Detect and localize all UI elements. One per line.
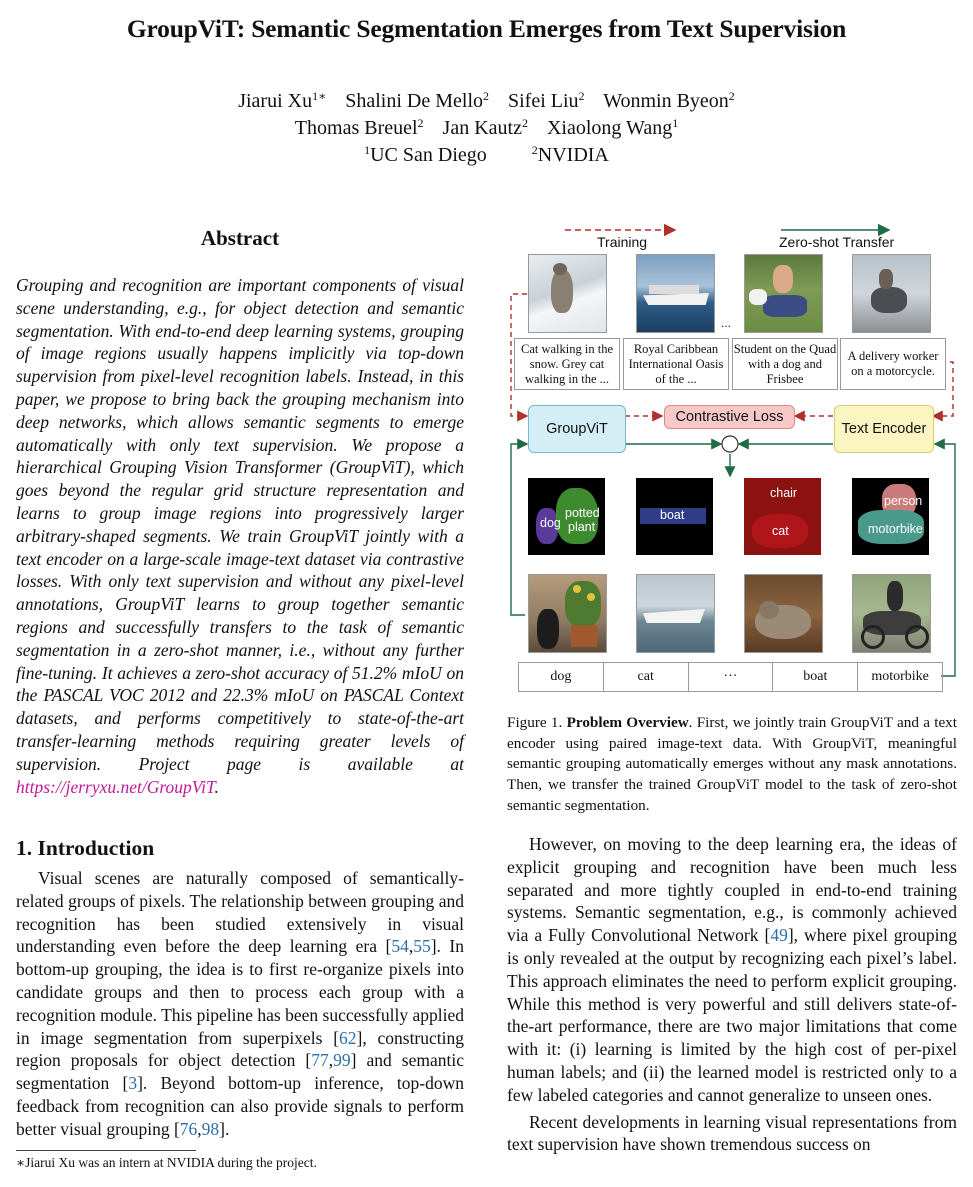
author: Thomas Breuel <box>294 117 418 139</box>
author-block <box>0 88 973 169</box>
text-run: , <box>408 936 414 957</box>
text-encoder-block: Text Encoder <box>834 405 934 453</box>
input-image-line <box>511 444 527 615</box>
caption-box: Royal Caribbean International Oasis of the ... <box>623 338 729 390</box>
training-image-student-dog <box>744 254 823 333</box>
groupvit-block: GroupViT <box>528 405 626 453</box>
author: Jan Kautz <box>442 117 522 139</box>
right-column-body <box>507 833 957 1156</box>
author: Wonmin Byeon <box>603 90 729 112</box>
citation-link[interactable]: 98 <box>201 1118 220 1139</box>
seg-label: person <box>884 494 923 508</box>
segmentation-dog-plant <box>528 478 605 555</box>
footnote: ∗Jiarui Xu was an intern at NVIDIA during the project. <box>16 1155 317 1170</box>
citation-link[interactable]: 55 <box>413 936 431 957</box>
citation-link[interactable]: 77 <box>311 1050 329 1071</box>
seg-label: cat <box>772 524 789 538</box>
author: Shalini De Mello <box>345 90 483 112</box>
input-image-motorbike <box>852 574 931 653</box>
author: Xiaolong Wang <box>546 117 673 139</box>
figure-caption <box>507 713 957 817</box>
citation-link[interactable]: 62 <box>339 1027 357 1048</box>
project-link[interactable]: https://jerryxu.net/GroupViT <box>16 776 215 797</box>
seg-label: boat <box>660 508 685 522</box>
text-run: Visual scenes are naturally composed of semantically-related groups of pixels. The relationship between grouping and recognition has been studied extensively in visual understanding even before the deep learning era [ <box>16 868 464 957</box>
class-label: dog <box>519 663 604 691</box>
input-image-dog-plant <box>528 574 607 653</box>
affil-mark: 2 <box>578 89 585 103</box>
segmentation-chair-cat <box>744 478 821 555</box>
training-label: Training <box>597 234 648 250</box>
ellipsis: ... <box>721 316 732 330</box>
dot-product-circle <box>722 436 738 452</box>
segmentation-boat <box>636 478 713 555</box>
abstract-text: Grouping and recognition are important components of visual scene understanding, e.g., for object detection and semantic segmentation. With end-to-end deep learning systems, grouping of image regions usually happens implicitly via top-down supervision from pixel-level recognition labels. Instead, in this paper, we propose to bring back the grouping mechanism into deep networks, which allows semantic segments to emerge automatically with only text supervision. We propose a hierarchical Grouping Vision Transformer (GroupViT), which goes beyond the regular grid structure representation and learns to group image regions into progressively larger arbitrary-shaped segments. We train GroupViT jointly with a text encoder on a large-scale image-text dataset via contrastive losses. With only text supervision and without any pixel-level annotations, GroupViT learns to group together semantic regions and successfully transfers to the task of semantic segmentation in a zero-shot manner, i.e., without any further fine-tuning. It achieves a zero-shot accuracy of 51.2% mIoU on the PASCAL VOC 2012 and 22.3% mIoU on PASCAL Context datasets, and performs competitively to state-of-the-art transfer-learning methods requiring greater levels of supervision. Project page is available at <box>16 275 464 774</box>
introduction-body <box>16 867 464 1141</box>
affil-mark: 1 <box>672 116 679 130</box>
intro-paragraph <box>16 867 464 1141</box>
affil-mark: 1 <box>364 143 371 157</box>
citation-link[interactable]: 99 <box>333 1050 351 1071</box>
text-run: , <box>328 1050 334 1071</box>
seg-label: plant <box>568 520 596 534</box>
input-image-boat <box>636 574 715 653</box>
abstract-body <box>16 274 464 798</box>
caption-title: Problem Overview <box>566 714 689 731</box>
affil-mark: 2 <box>728 89 735 103</box>
class-label-row <box>518 662 943 692</box>
citation-link[interactable]: 54 <box>391 936 409 957</box>
class-label: boat <box>773 663 858 691</box>
affil-mark: 2 <box>531 143 538 157</box>
footnote-rule <box>16 1150 196 1151</box>
citation-link[interactable]: 3 <box>128 1073 138 1094</box>
training-image-cat-snow <box>528 254 607 333</box>
abstract-end: . <box>214 776 219 797</box>
text-run: ]. Beyond bottom-up inference, top-down feedback from recognition can also provide signals to perform better visual grouping [ <box>16 1073 464 1139</box>
author: Sifei Liu <box>508 90 579 112</box>
class-label: ··· <box>689 663 774 691</box>
input-label-line <box>935 444 955 676</box>
paper-title: GroupViT: Semantic Segmentation Emerges from Text Supervision <box>126 14 847 43</box>
class-label: motorbike <box>871 669 929 684</box>
text-run: ] and semantic segmentation [ <box>16 1050 465 1094</box>
affiliation-line <box>0 142 973 169</box>
affil-mark: 2 <box>483 89 489 103</box>
figure-1 <box>505 222 961 692</box>
contrastive-loss-block: Contrastive Loss <box>664 405 795 429</box>
seg-label: motorbike <box>868 522 923 536</box>
caption-prefix: Figure 1. <box>507 714 563 731</box>
text-run: ], constructing region proposals for object detection [ <box>16 1027 465 1071</box>
section-heading-introduction: 1. Introduction <box>16 836 155 860</box>
citation-link[interactable]: 76 <box>179 1118 198 1139</box>
citation-link[interactable]: 49 <box>770 925 788 946</box>
seg-label: dog <box>540 516 561 530</box>
text-run: ]. In bottom-up grouping, the idea is to first re-organize pixels into candidate groups and then to process each group with a recognition module. This pipeline has been successfully applied in image segmentation from superpixels [ <box>16 936 465 1048</box>
body-paragraph <box>507 833 957 1107</box>
caption-box: A delivery worker on a motorcycle. <box>840 338 946 390</box>
affil-mark: 2 <box>521 116 528 130</box>
input-image-cat-chair <box>744 574 823 653</box>
seg-label: potted <box>565 506 600 520</box>
caption-box: Cat walking in the snow. Grey cat walking in the ... <box>514 338 620 390</box>
text-run: ], where pixel grouping is only revealed at the output by recognizing each pixel’s label. This approach eliminates the need to perform explicit grouping. While this method is very powerful and still delivers state-of-the-art performance, there are two major limitations that come with it: (i) learning is limited by the high cost of per-pixel human labels; and (ii) the learned model is restricted only to a few labeled categories and cannot generalize to unseen ones. <box>507 925 957 1105</box>
text-run: However, on moving to the deep learning era, the ideas of explicit grouping and recognition have been much less separated and more tightly coupled in end-to-end training systems. Semantic segmentation, e.g., is commonly achieved via a Fully Convolutional Network [ <box>507 834 957 946</box>
author: Jiarui Xu <box>238 90 313 112</box>
affiliation: UC San Diego <box>370 144 487 166</box>
text-run: , <box>197 1118 202 1139</box>
affiliation: NVIDIA <box>537 144 609 166</box>
text-run: ]. <box>219 1118 230 1139</box>
caption-box: Student on the Quad with a dog and Frisbee <box>732 338 838 390</box>
author-line-1 <box>0 88 973 115</box>
seg-label: chair <box>770 486 798 500</box>
class-label: cat <box>604 663 689 691</box>
training-image-motorcycle <box>852 254 931 333</box>
abstract-heading: Abstract <box>200 226 280 250</box>
zero-shot-label: Zero-shot Transfer <box>779 234 895 250</box>
affil-mark: 2 <box>417 116 424 130</box>
caption-text: . First, we jointly train GroupViT and a text encoder using paired image-text data. With GroupViT, meaningful semantic grouping automatically emerges without any mask annotations. Then, we transfer the trained GroupViT model to the task of zero-shot semantic segmentation. <box>507 714 957 814</box>
segmentation-person-motorbike <box>852 478 929 555</box>
author-line-2 <box>0 115 973 142</box>
training-image-cruise-ship <box>636 254 715 333</box>
body-paragraph: Recent developments in learning visual representations from text supervision have shown tremendous success on <box>507 1111 957 1155</box>
affil-mark: 1∗ <box>312 89 327 103</box>
